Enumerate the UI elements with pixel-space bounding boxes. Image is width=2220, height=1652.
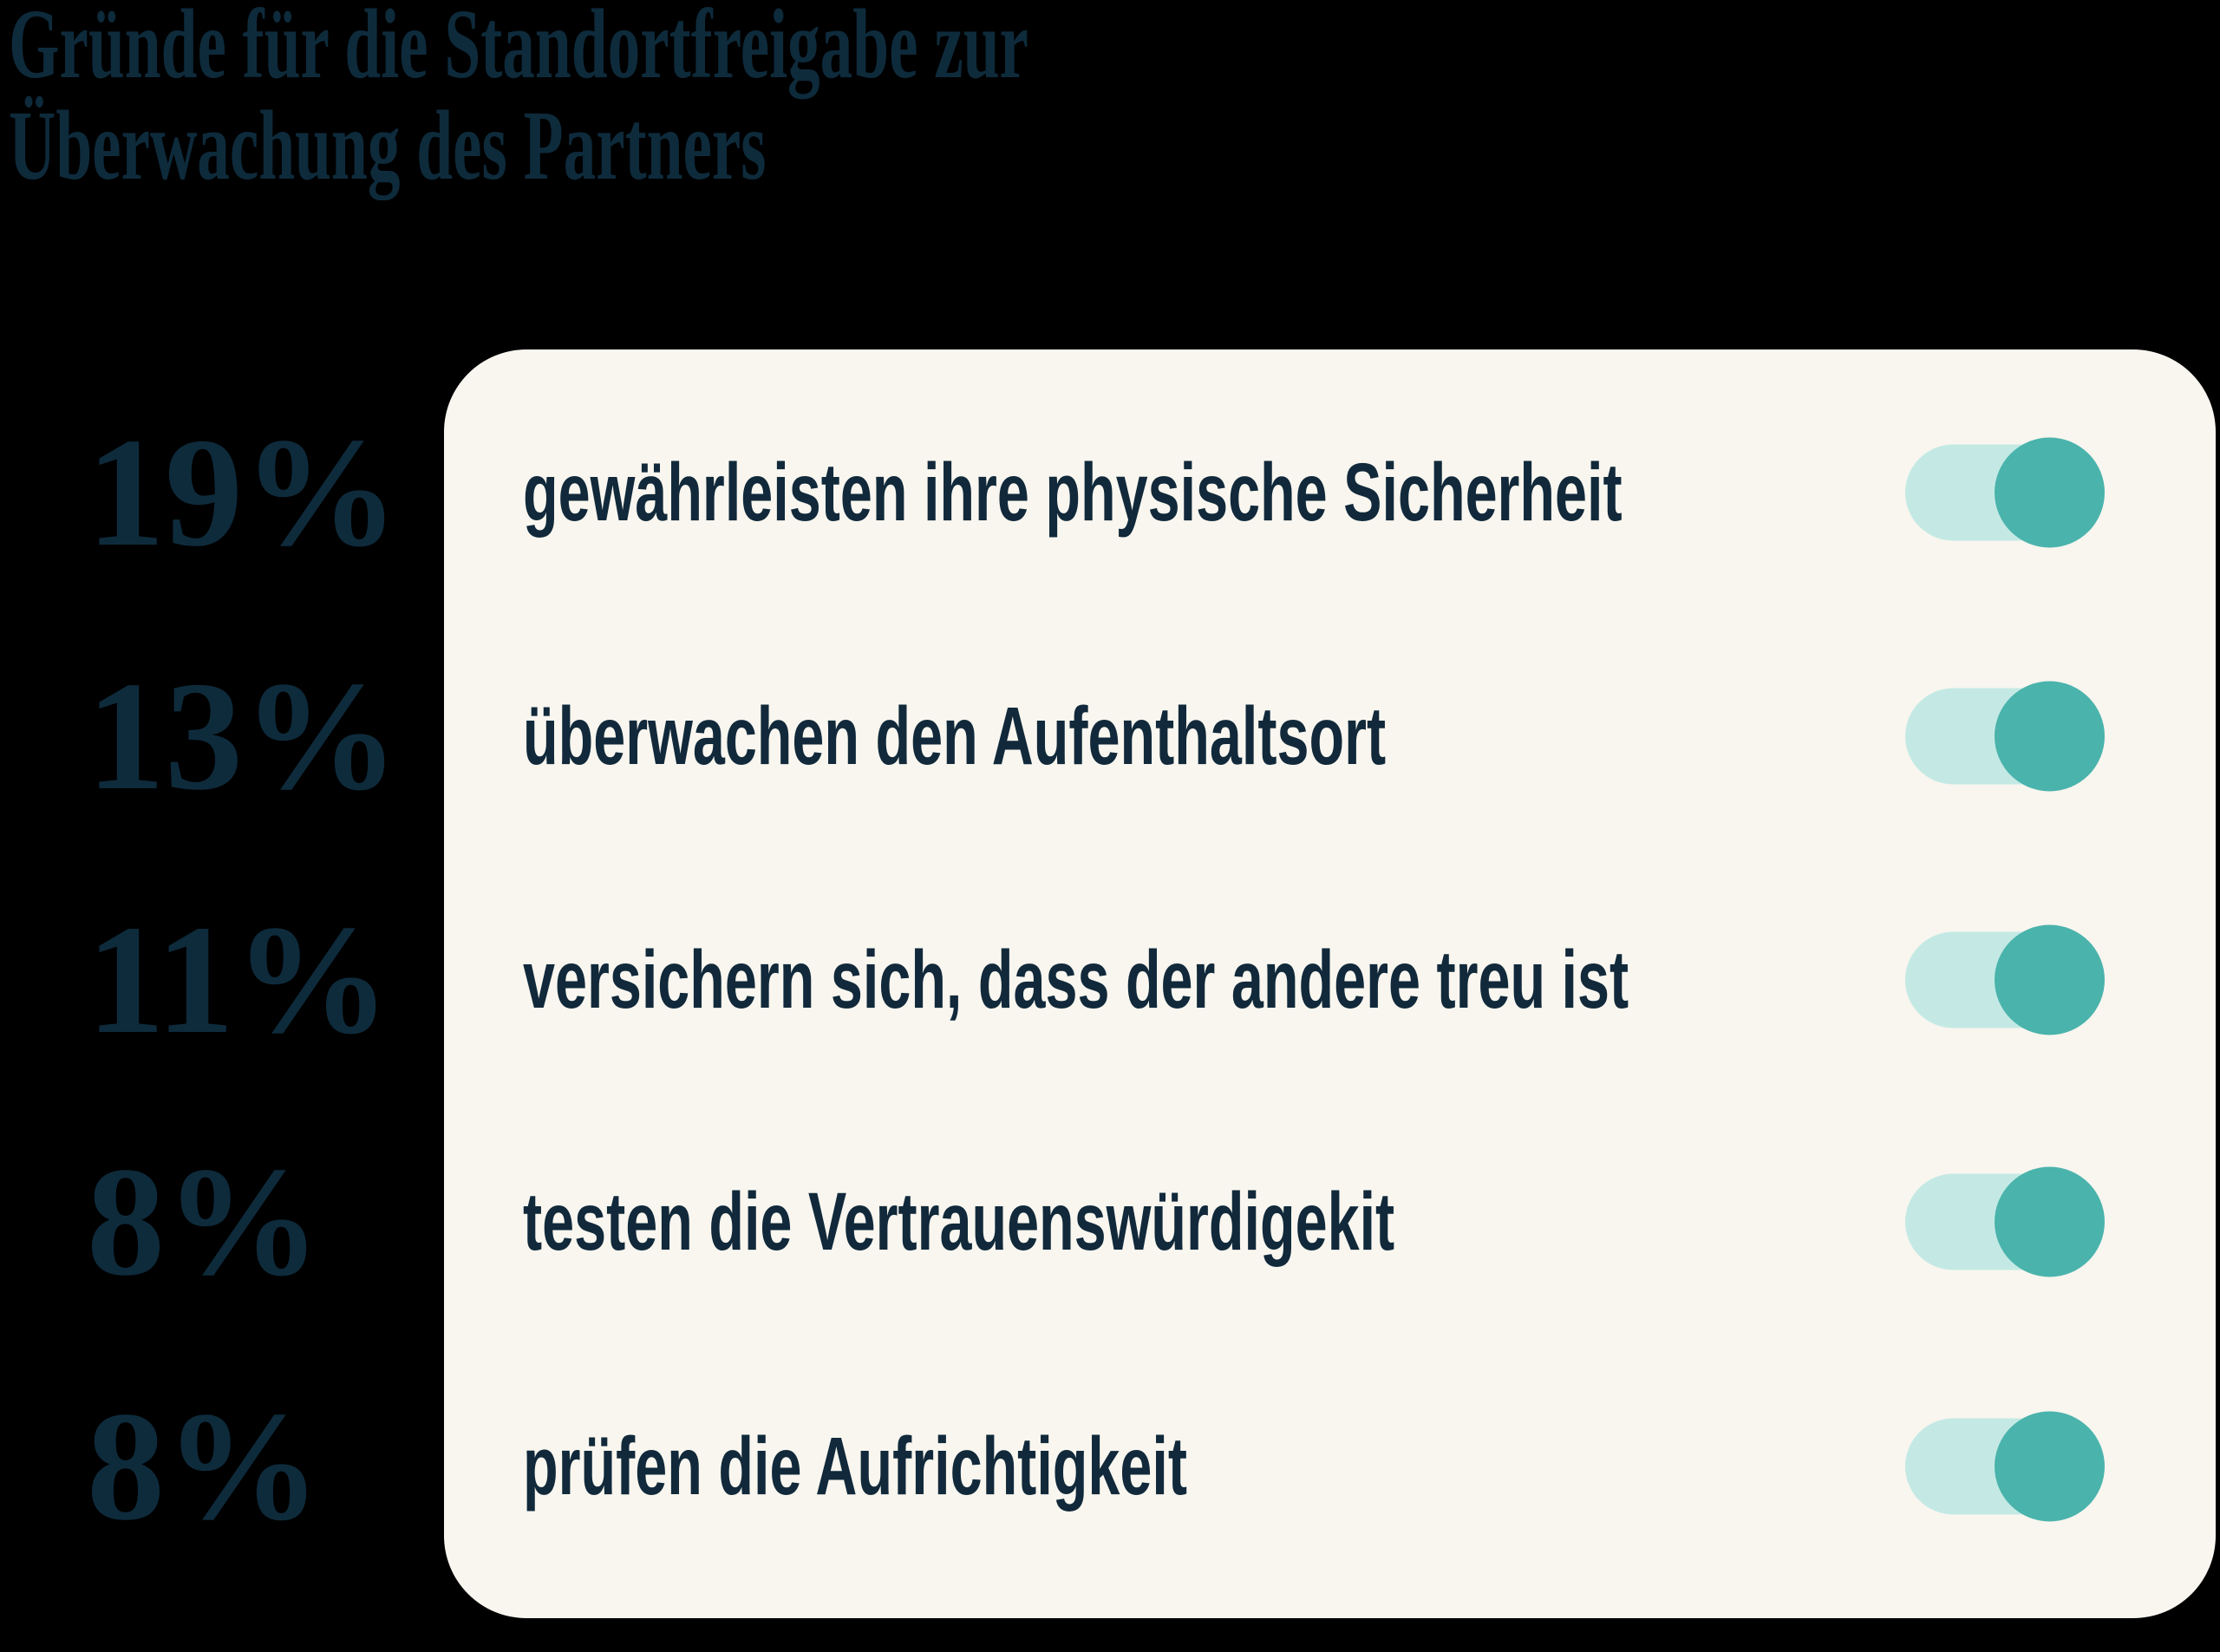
row-label: prüfen die Aufrichtigkeit <box>523 1420 1188 1512</box>
row-label: versichern sich, dass der andere treu ist <box>523 933 1629 1026</box>
toggle-switch[interactable] <box>1905 1412 2105 1522</box>
reasons-card <box>444 349 2216 1618</box>
percent-value: 11% <box>87 893 391 1066</box>
list-item <box>444 911 2216 1049</box>
percent-value: 19% <box>87 406 399 578</box>
page-title-line-2: Überwachung des Partners <box>9 90 767 200</box>
list-item <box>444 423 2216 562</box>
row-label: gewährleisten ihre physische Sicherheit <box>523 446 1623 539</box>
toggle-switch[interactable] <box>1905 682 2105 792</box>
row-label: testen die Vertrauenswürdigekit <box>523 1175 1395 1268</box>
toggle-knob[interactable] <box>1995 1167 2105 1277</box>
row-label: überwachen den Aufenthaltsort <box>523 689 1387 782</box>
toggle-knob[interactable] <box>1995 682 2105 792</box>
toggle-knob[interactable] <box>1995 438 2105 548</box>
list-item <box>444 667 2216 806</box>
percent-value: 8% <box>87 1380 321 1552</box>
toggle-knob[interactable] <box>1995 925 2105 1035</box>
percent-value: 13% <box>87 650 399 822</box>
toggle-switch[interactable] <box>1905 925 2105 1035</box>
page-title <box>9 0 1028 200</box>
list-item <box>444 1152 2216 1291</box>
toggle-knob[interactable] <box>1995 1412 2105 1522</box>
percent-value: 8% <box>87 1135 321 1308</box>
list-item <box>444 1397 2216 1536</box>
page-title-line-1: Gründe für die Standortfreigabe zur <box>9 0 1028 99</box>
toggle-switch[interactable] <box>1905 438 2105 548</box>
toggle-switch[interactable] <box>1905 1167 2105 1277</box>
